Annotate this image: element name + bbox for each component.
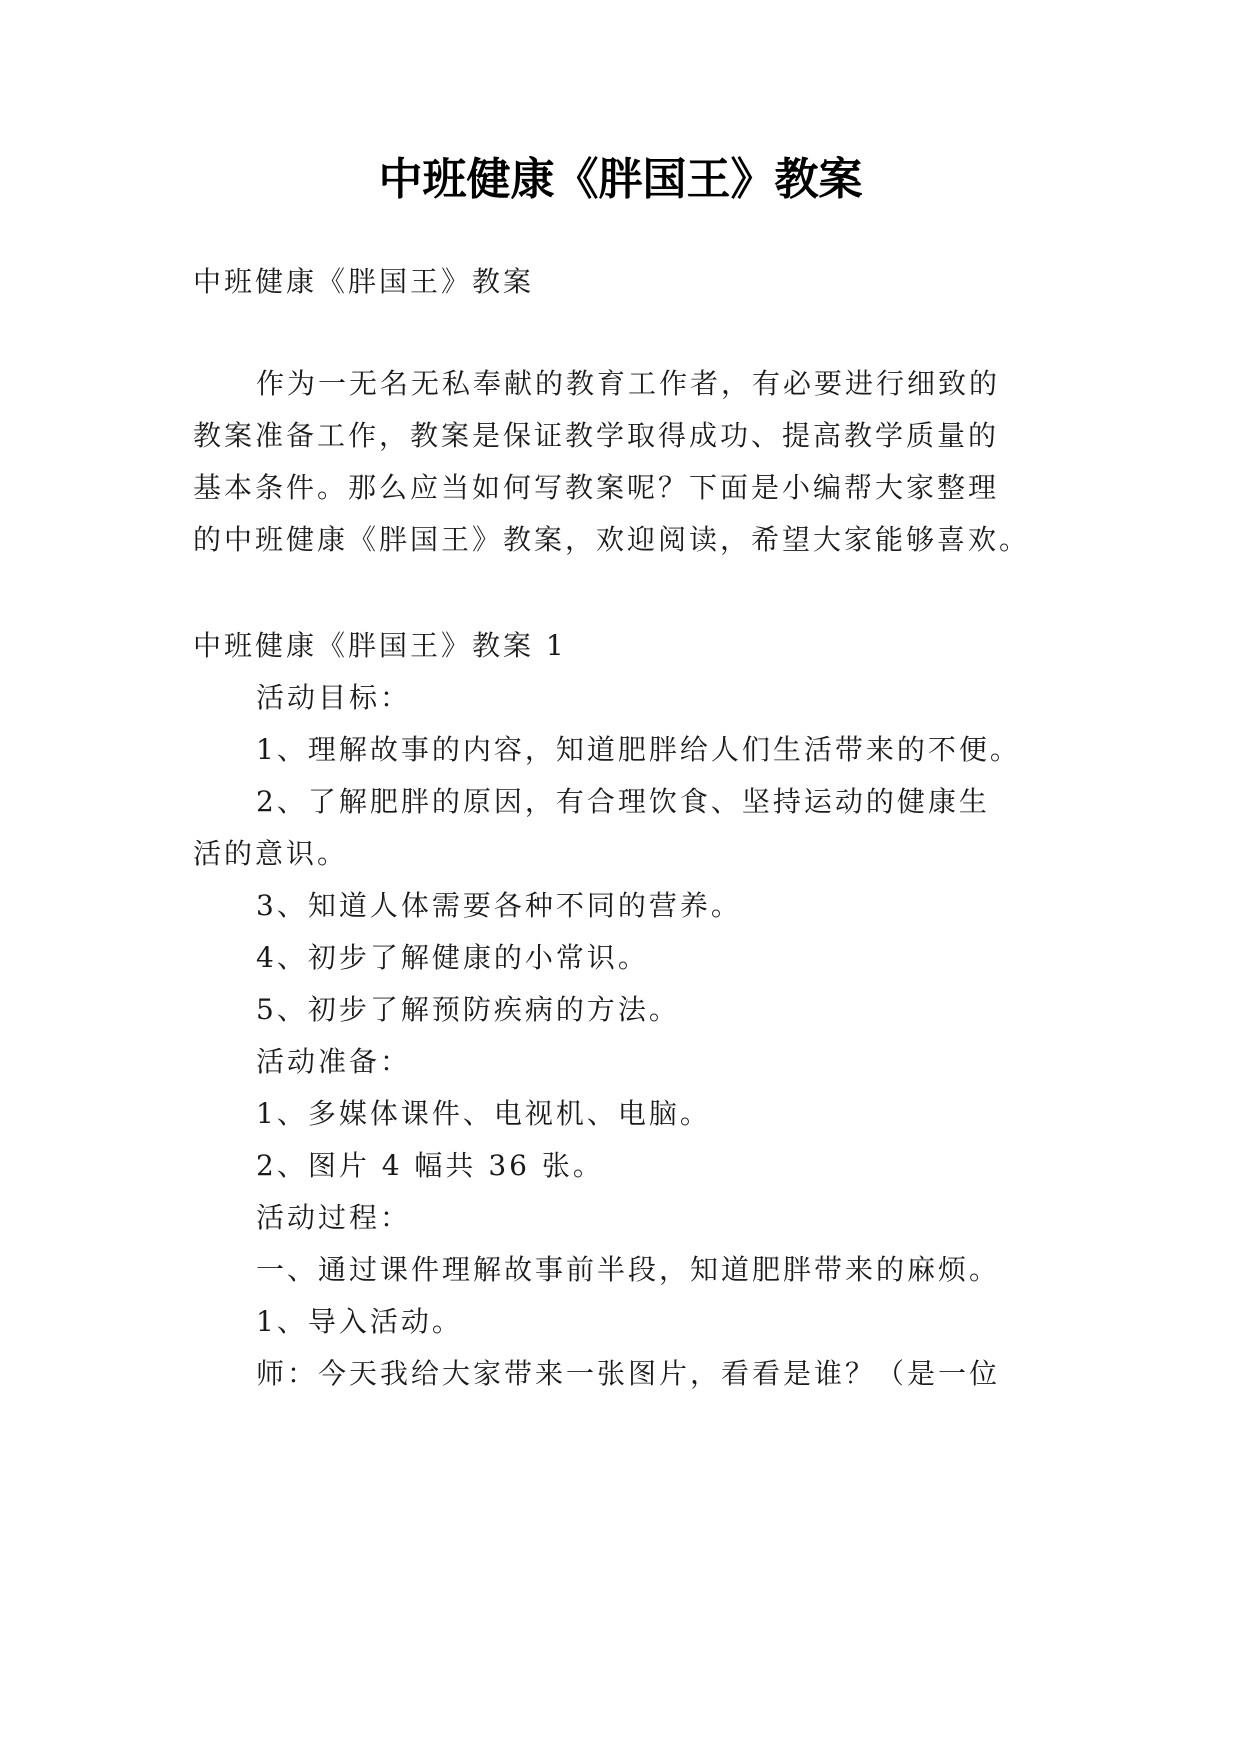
goal-item-1: 1、理解故事的内容，知道肥胖给人们生活带来的不便。 <box>256 733 1021 766</box>
prep-item-1: 1、多媒体课件、电视机、电脑。 <box>256 1097 711 1130</box>
teacher-line: 师：今天我给大家带来一张图片，看看是谁？（是一位 <box>256 1357 1001 1390</box>
intro-line-3: 基本条件。那么应当如何写教案呢？下面是小编帮大家整理 <box>193 471 1000 504</box>
intro-line-2: 教案准备工作，教案是保证教学取得成功、提高教学质量的 <box>193 419 1000 452</box>
process-step-1-1: 1、导入活动。 <box>256 1305 463 1338</box>
intro-line-4: 的中班健康《胖国王》教案，欢迎阅读，希望大家能够喜欢。 <box>193 523 1031 556</box>
goal-item-3: 3、知道人体需要各种不同的营养。 <box>256 889 742 922</box>
goals-heading: 活动目标： <box>256 681 412 714</box>
intro-line-1: 作为一无名无私奉献的教育工作者，有必要进行细致的 <box>256 367 1001 400</box>
document-title: 中班健康《胖国王》教案 <box>378 154 863 205</box>
document-subtitle: 中班健康《胖国王》教案 <box>193 265 535 298</box>
section-heading: 中班健康《胖国王》教案 1 <box>193 629 567 662</box>
goal-item-2: 2、了解肥胖的原因，有合理饮食、坚持运动的健康生 <box>256 785 990 818</box>
process-heading: 活动过程： <box>256 1201 412 1234</box>
process-step-1: 一、通过课件理解故事前半段，知道肥胖带来的麻烦。 <box>256 1253 1001 1286</box>
prep-item-2: 2、图片 4 幅共 36 张。 <box>256 1149 604 1182</box>
goal-item-4: 4、初步了解健康的小常识。 <box>256 941 649 974</box>
prep-heading: 活动准备： <box>256 1045 412 1078</box>
goal-item-5: 5、初步了解预防疾病的方法。 <box>256 993 680 1026</box>
goal-item-2-continued: 活的意识。 <box>193 837 349 870</box>
